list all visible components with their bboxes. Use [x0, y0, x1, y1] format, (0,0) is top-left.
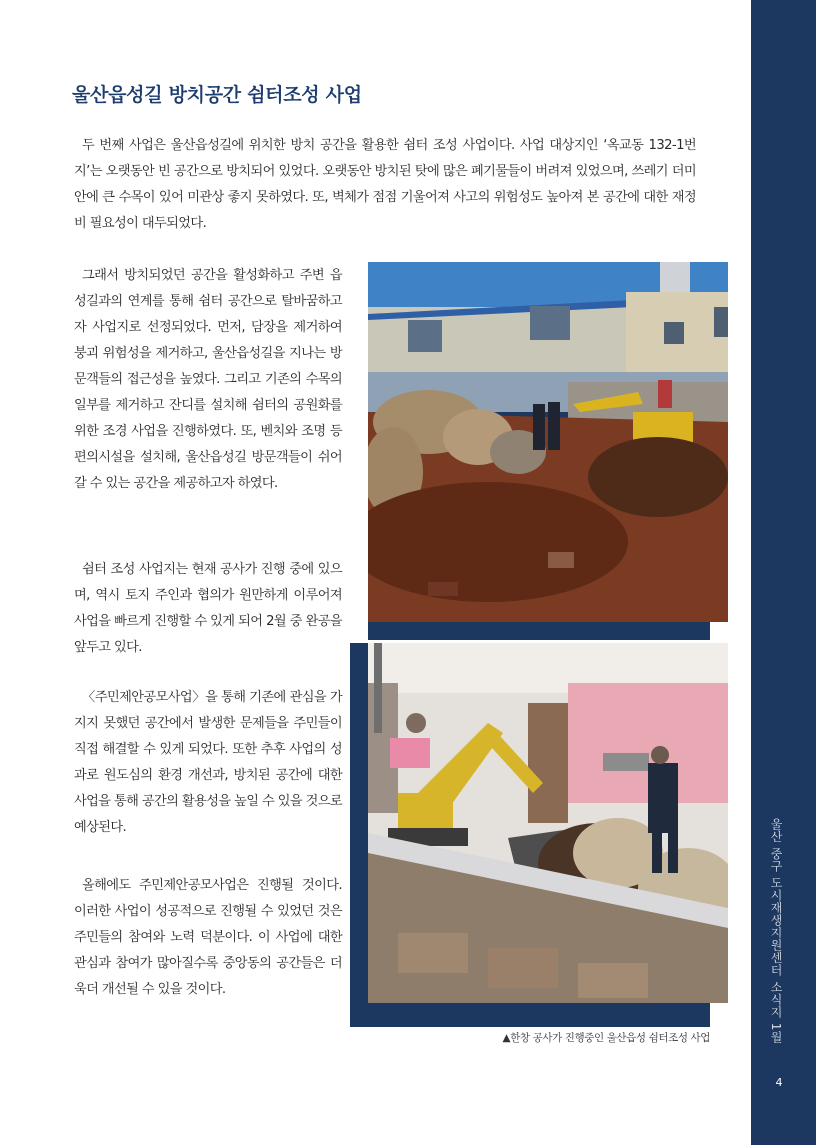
paragraph-3: 쉼터 조성 사업지는 현재 공사가 진행 중에 있으며, 역시 토지 주인과 협의가 원만하게 이루어져 사업을 빠르게 진행할 수 있게 되어 2월 중 완공을 앞두고 있다. — [74, 562, 342, 655]
paragraph-2: 그래서 방치되었던 공간을 활성화하고 주변 읍성길과의 연계를 통해 쉼터 공간으로 탈바꿈하고자 사업지로 선정되었다. 먼저, 담장을 제거하여 붕괴 위험성을 제거하고, 울산읍성길을 지나는 방문객들의 접근성을 높였다. 그리고 기존의 수목의 일부를 제거하고 잔디를 설치해 쉼터의 공원화를 위한 조경 사업을 진행하였다. 또, 벤치와 조명 등 편의시설을 설치해, 울산읍성길 방문객들이 쉬어갈 수 있는 공간을 제공하고자 하였다. — [74, 268, 342, 491]
excavator-photo — [368, 643, 728, 1003]
newsletter-name: 울산 중구 도시재생지원센터 소식지 1월 — [769, 818, 783, 1044]
construction-site-photo — [368, 262, 728, 622]
page-title: 울산읍성길 방치공간 쉼터조성 사업 — [72, 84, 362, 106]
paragraph-intro: 두 번째 사업은 울산읍성길에 위치한 방치 공간을 활용한 쉼터 조성 사업이다. 사업 대상지인 ‘옥교동 132-1번지’는 오랫동안 빈 공간으로 방치되어 있었다. 오랫동안 방치된 탓에 많은 폐기물들이 버려져 있었으며, 쓰레기 더미 안에 큰 수목이 있어 미관상 좋지 못하였다. 또, 벽체가 점점 기울어져 사고의 위험성도 높아져 본 공간에 대한 재정비 필요성이 대두되었다. — [74, 138, 696, 231]
photo-caption: ▲한창 공사가 진행중인 울산읍성 쉼터조성 사업 — [502, 1032, 710, 1044]
paragraph-4: 〈주민제안공모사업〉을 통해 기존에 관심을 가지지 못했던 공간에서 발생한 문제들을 주민들이 직접 해결할 수 있게 되었다. 또한 추후 사업의 성과로 원도심의 환경 개선과, 방치된 공간에 대한 사업을 통해 공간의 활용성을 높일 수 있을 것으로 예상된다. — [74, 690, 342, 835]
paragraph-5: 올해에도 주민제안공모사업은 진행될 것이다. 이러한 사업이 성공적으로 진행될 수 있었던 것은 주민들의 참여와 노력 덕분이다. 이 사업에 대한 관심과 참여가 많아질수록 중앙동의 공간들은 더욱더 개선될 수 있을 것이다. — [74, 878, 342, 997]
page-number: 4 — [775, 1076, 783, 1089]
